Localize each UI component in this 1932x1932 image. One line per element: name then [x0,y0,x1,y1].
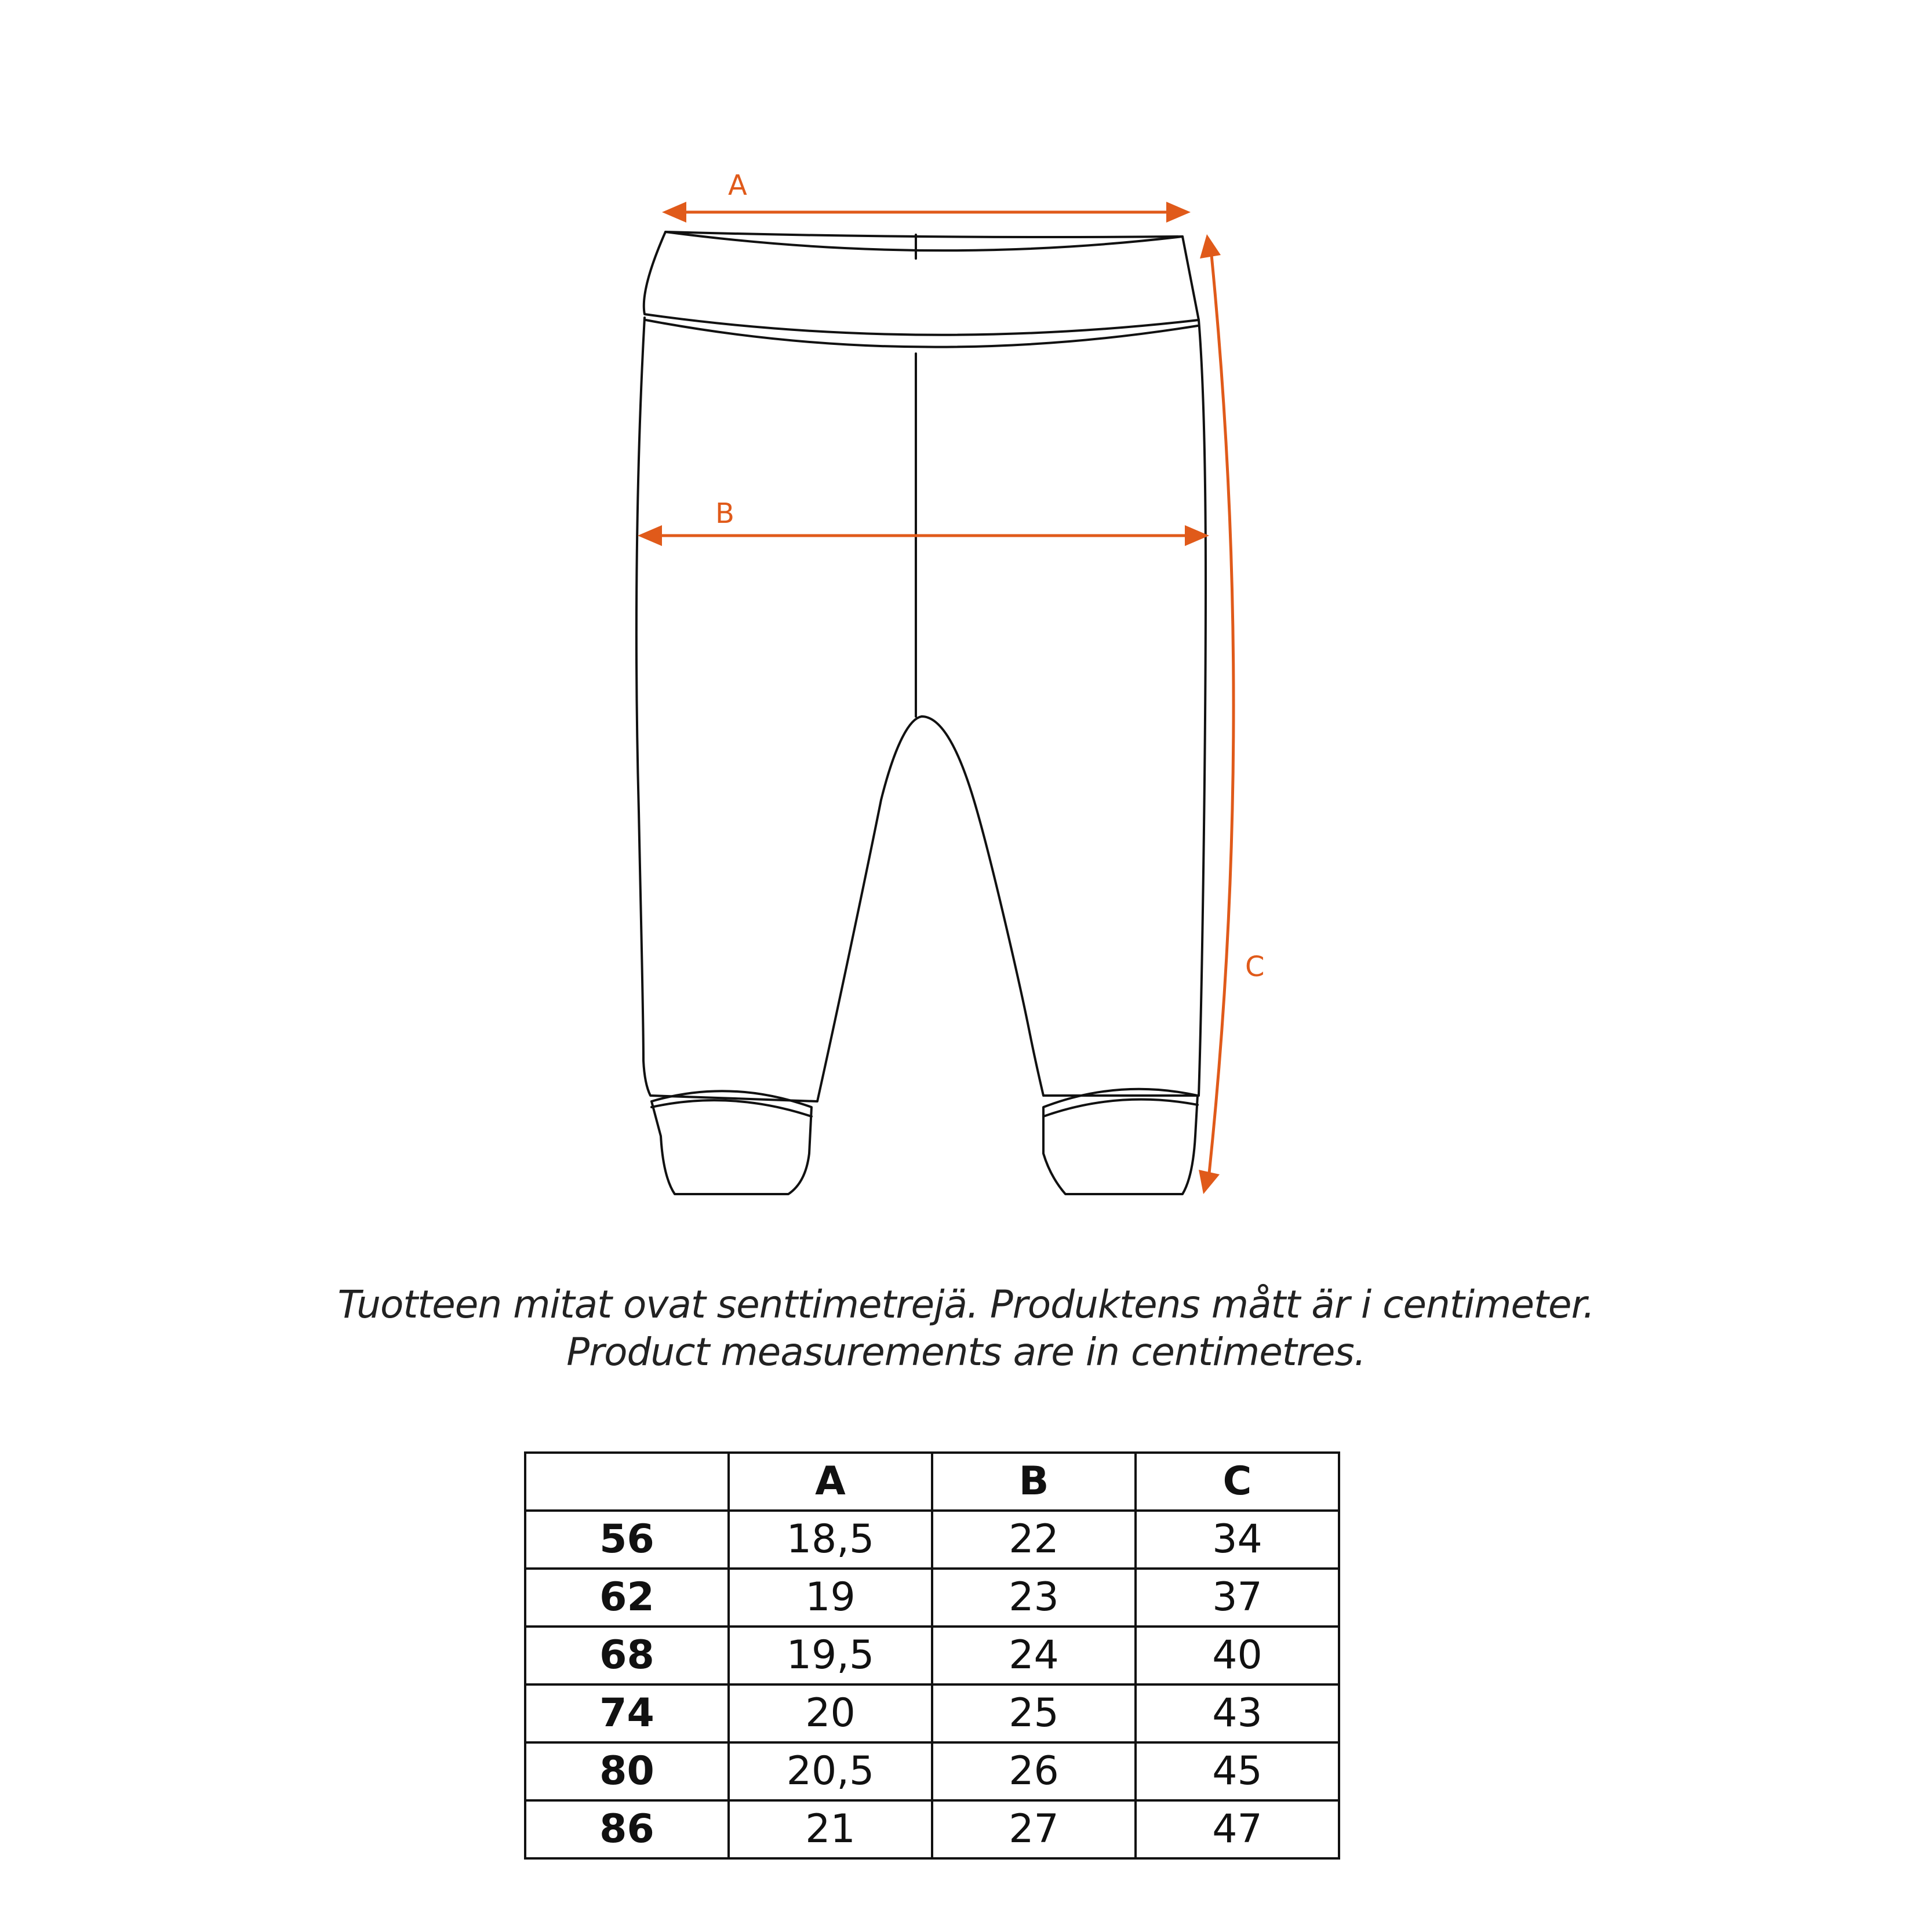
table-row [525,1684,1339,1742]
size-table [524,1451,1340,1860]
dimension-label-c: C [1245,951,1265,983]
value-cell-a: 21 [729,1800,932,1858]
value-cell-c: 34 [1136,1511,1339,1569]
value-cell-b: 27 [932,1800,1136,1858]
measurement-note-en: Product measurements are in centimetres. [566,1330,1366,1374]
dimension-arrows [638,202,1234,1194]
header-cell-a: A [729,1453,932,1511]
size-cell: 68 [525,1627,729,1684]
value-cell-c: 43 [1136,1684,1339,1742]
header-cell-size [525,1453,729,1511]
value-cell-a: 20,5 [729,1742,932,1800]
value-cell-b: 22 [932,1511,1136,1569]
left-cuff-seam [652,1100,812,1116]
value-cell-c: 40 [1136,1627,1339,1684]
arrow-a-left-head [662,202,686,223]
value-cell-c: 45 [1136,1742,1339,1800]
table-row [525,1511,1339,1569]
pants-outline [636,232,1206,1194]
value-cell-c: 47 [1136,1800,1339,1858]
size-cell: 86 [525,1800,729,1858]
size-cell: 56 [525,1511,729,1569]
table-row [525,1569,1339,1627]
value-cell-a: 18,5 [729,1511,932,1569]
table-row [525,1800,1339,1858]
value-cell-b: 25 [932,1684,1136,1742]
value-cell-a: 19 [729,1569,932,1627]
size-cell: 62 [525,1569,729,1627]
arrow-b-left-head [638,525,662,546]
table-header-row [525,1453,1339,1511]
left-cuff [652,1091,812,1194]
right-cuff [1043,1089,1198,1194]
dimension-label-a: A [728,169,747,202]
right-cuff-seam [1043,1100,1198,1116]
arrow-c-bottom-head [1199,1170,1220,1194]
value-cell-a: 19,5 [729,1627,932,1684]
arrow-c-top-head [1200,234,1221,259]
value-cell-b: 24 [932,1627,1136,1684]
value-cell-a: 20 [729,1684,932,1742]
pants-body [636,318,1206,1101]
value-cell-b: 23 [932,1569,1136,1627]
table-row [525,1742,1339,1800]
table-row [525,1627,1339,1684]
size-cell: 80 [525,1742,729,1800]
waistband [644,232,1199,335]
value-cell-b: 26 [932,1742,1136,1800]
header-cell-c: C [1136,1453,1339,1511]
dimension-label-b: B [715,497,734,530]
size-cell: 74 [525,1684,729,1742]
value-cell-c: 37 [1136,1569,1339,1627]
header-cell-b: B [932,1453,1136,1511]
arrow-a-right-head [1166,202,1191,223]
measurement-note-fi-sv: Tuotteen mitat ovat senttimetrejä. Produktens mått är i centimeter. [337,1282,1595,1327]
arrow-c-line [1209,255,1234,1173]
